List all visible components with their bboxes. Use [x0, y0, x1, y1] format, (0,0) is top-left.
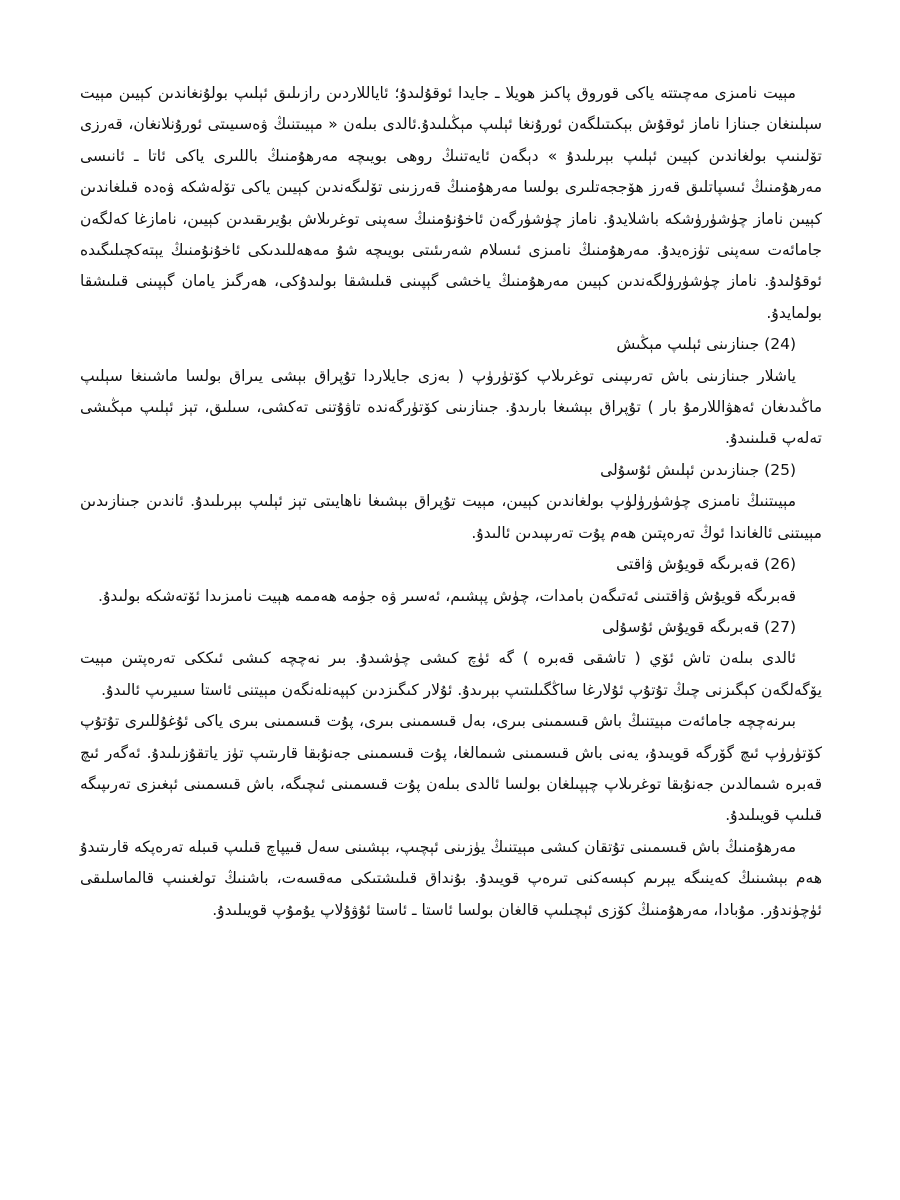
- section-heading-carrying-coffin: (24) جىنازىنى ئېلىپ مېڭىش: [616, 335, 796, 354]
- paragraph-funeral-prayer: مېيت نامىزى مەچىتتە ياكى قوروق پاكىز ھويلا ـ جايدا ئوقۇلىدۇ؛ ئاياللاردىن رازىلىق ئېلىپ بولۇنغاندىن كېيىن مېيت سېلىنغان جىنازا ناماز ئوقۇش بېكىتىلگەن ئورۇنغا ئېلىپ مېڭىلىدۇ.ئالدى بىلەن « مېيىتنىڭ ۋەسىيىتى ئورۇنلانغان، قەرزى تۆلىنىپ بولغاندىن كېيىن ئېلىپ بېرىلىدۇ » دېگەن ئايەتنىڭ روھى بويىچە مەرھۇمنىڭ باللىرى ياكى ئاتا ـ ئانىسى مەرھۇمنىڭ ئىسپاتلىق قەرز ھۆججەتلىرى بولسا مەرھۇمنىڭ قەرزىنى تۆلىگەندىن كېيىن ياكى تۆلەشكە ۋەدە قىلغاندىن كېيىن ناماز چۈشۈرۈشكە باشلايدۇ. ناماز چۈشۈرگەن ئاخۇنۇمنىڭ سەپنى توغرىلاش بۇيرىقىدىن كېيىن، نامازغا كەلگەن جامائەت سەپنى تۈزەيدۇ. مەرھۇمنىڭ نامىزى ئىسلام شەرىئىتى بويىچە شۇ مەھەللىدىكى ئاخۇنۇمنىڭ يېتەكچىلىگىدە ئوقۇلىدۇ. ناماز چۈشۈرۈلگەندىن كېيىن مەرھۇمنىڭ ياخشى گېپىنى قىلىشقا بولىدۇكى، ھەرگىز يامان گېپىنى قىلىشقا بولمايدۇ.: [80, 84, 822, 322]
- section-heading-burial-time: (26) قەبرىگە قويۇش ۋاقتى: [616, 555, 796, 574]
- paragraph-burial-time: قەبرىگە قويۇش ۋاقتىنى ئەتىگەن بامدات، چۈش پېشىم، ئەسىر ۋە جۈمە ھەممە ھېيت نامىزىدا ئۆتەشكە بولىدۇ.: [98, 586, 796, 605]
- paragraph-burial-method-2: بىرنەچچە جامائەت مېيتنىڭ باش قىسمىنى بىرى، بەل قىسمىنى بىرى، پۇت قىسمىنى بىرى ياكى ئۇغۇللىرى تۇتۇپ كۆتۈرۈپ ئىچ گۆرگە قويىدۇ، يەنى باش قىسمىنى شىمالغا، پۇت قىسمىنى جەنۇبقا قارىتىپ تۈز ياتقۇزىلىدۇ. ئەگەر ئىچ قەبرە شىمالدىن جەنۇبقا توغرىلاپ چېپىلغان بولسا ئالدى بىلەن پۇت قىسمىنى ئىچىگە، باش قىسمىنى ئېغىزى تەرىپىگە قىلىپ قويىلىدۇ.: [80, 712, 822, 825]
- paragraph-taking-from-coffin: مېيىتنىڭ نامىزى چۈشۈرۈلۈپ بولغاندىن كېيىن، مېيت تۇپراق بېشىغا ناھايىتى تېز ئېلىپ بېرىلىدۇ. ئاندىن جىنازىدىن مېيىتنى ئالغاندا ئوڭ تەرەپتىن ھەم پۇت تەرىپىدىن ئالىدۇ.: [80, 492, 822, 542]
- paragraph-burial-method-3: مەرھۇمنىڭ باش قىسمىنى تۇتقان كىشى مېيتنىڭ يۈزىنى ئېچىپ، بېشىنى سەل قىيپاچ قىلىپ قىبلە تەرەپكە قارىتىدۇ ھەم بېشىنىڭ كەينىگە يېرىم كېسەكنى تىرەپ قويىدۇ. بۇنداق قىلىشتىكى مەقسەت، باشنىڭ تولغىنىپ قالماسلىقى ئۈچۈندۇر. مۇبادا، مەرھۇمنىڭ كۆزى ئېچىلىپ قالغان بولسا ئاستا ـ ئاستا ئۇۋۇلاپ يۇمۇپ قويىلىدۇ.: [80, 837, 822, 919]
- document-page: [80, 78, 822, 926]
- paragraph-carrying-coffin: ياشلار جىنازىنى باش تەرىپىنى توغرىلاپ كۆتۈرۈپ ( بەزى جايلاردا تۇپراق بېشى يىراق بولسا ماشىنغا سېلىپ ماڭىدىغان ئەھۋاللارمۇ بار ) تۇپراق بېشىغا بارىدۇ. جىنازىنى كۆتۈرگەندە تاۋۇتنى تەكشى، سىلىق، تېز ئېلىپ مېڭىشى تەلەپ قىلىنىدۇ.: [80, 366, 822, 448]
- section-heading-burial-method: (27) قەبرىگە قويۇش ئۇسۇلى: [601, 617, 796, 636]
- paragraph-burial-method-1: ئالدى بىلەن تاش ئۆي ( تاشقى قەبرە ) گە ئۈچ كىشى چۈشىدۇ. بىر نەچچە كىشى ئىككى تەرەپتىن مېيت يۆگەلگەن كېگىزنى چىڭ تۇتۇپ ئۇلارغا ساڭگىلىتىپ بېرىدۇ. ئۇلار كىگىزدىن كېپەنلەنگەن مېيتنى ئاستا سىيرىپ ئالىدۇ.: [80, 649, 822, 699]
- section-heading-taking-from-coffin: (25) جىنازىدىن ئېلىش ئۇسۇلى: [600, 460, 796, 479]
